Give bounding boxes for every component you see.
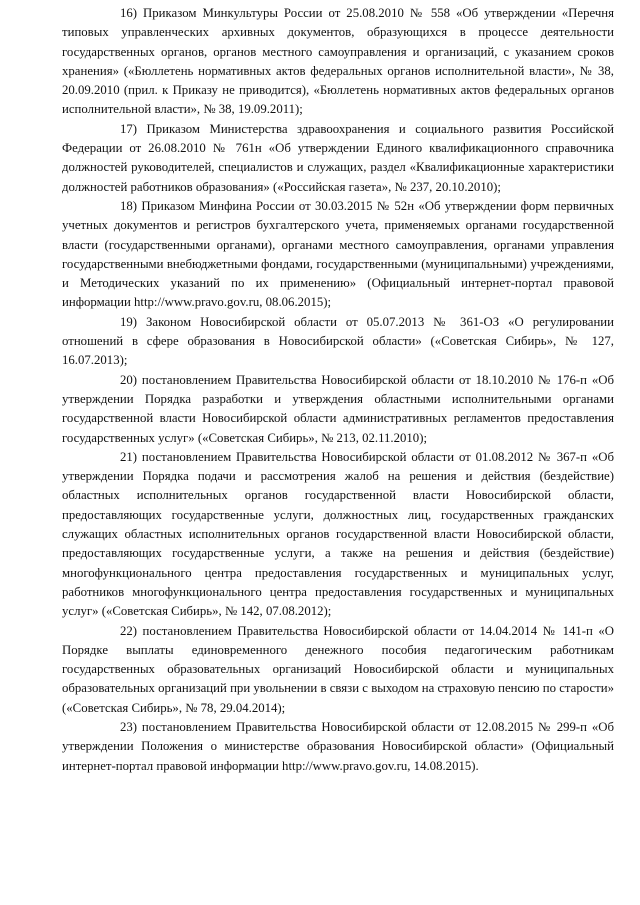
list-item-20: 20) постановлением Правительства Новосибирской области от 18.10.2010 № 176-п «Об утверждении Порядка разработки и утверждения областными исполнительными органами государственной власти Новосибирской области административных регламентов предоставления государственных услуг» («Советская Сибирь», № 213, 02.11.2010); bbox=[62, 372, 614, 445]
document-page bbox=[62, 4, 614, 776]
list-item-19: 19) Законом Новосибирской области от 05.07.2013 № 361-ОЗ «О регулировании отношений в сфере образования в Новосибирской области» («Советская Сибирь», № 127, 16.07.2013); bbox=[62, 314, 614, 368]
list-item-18: 18) Приказом Минфина России от 30.03.2015 № 52н «Об утверждении форм первичных учетных документов и регистров бухгалтерского учета, применяемых органами государственной власти (государственными органами), органами местного самоуправления, органами управления государственными внебюджетными фондами, государственными (муниципальными) учреждениями, и Методических указаний по их применению» (Официальный интернет-портал правовой информации http://www.pravo.gov.ru, 08.06.2015); bbox=[62, 198, 614, 310]
list-item-23: 23) постановлением Правительства Новосибирской области от 12.08.2015 № 299-п «Об утверждении Положения о министерстве образования Новосибирской области» (Официальный интернет-портал правовой информации http://www.pravo.gov.ru, 14.08.2015). bbox=[62, 719, 614, 773]
list-item-17: 17) Приказом Министерства здравоохранения и социального развития Российской Федерации от 26.08.2010 № 761н «Об утверждении Единого квалификационного справочника должностей руководителей, специалистов и служащих, раздел «Квалификационные характеристики должностей работников образования» («Российская газета», № 237, 20.10.2010); bbox=[62, 121, 614, 194]
list-item-16: 16) Приказом Минкультуры России от 25.08.2010 № 558 «Об утверждении «Перечня типовых управленческих архивных документов, образующихся в процессе деятельности государственных органов, органов местного самоуправления и организаций, с указанием сроков хранения» («Бюллетень нормативных актов федеральных органов исполнительной власти», № 38, 20.09.2010 (прил. к Приказу не приводится), «Бюллетень нормативных актов федеральных органов исполнительной власти», № 38, 19.09.2011); bbox=[62, 6, 614, 117]
list-item-21: 21) постановлением Правительства Новосибирской области от 01.08.2012 № 367-п «Об утверждении Порядка подачи и рассмотрения жалоб на решения и действия (бездействие) областных исполнительных органов государственной власти Новосибирской области, предоставляющих государственные услуги, должностных лиц, государственных гражданских служащих областных исполнительных органов государственной власти Новосибирской области, предоставляющих государственные услуги, а также на решения и действия (бездействие) многофункционального центра предоставления государственных и муниципальных услуг, работников многофункционального центра предоставления государственных и муниципальных услуг» («Советская Сибирь», № 142, 07.08.2012); bbox=[62, 449, 614, 619]
list-item-22: 22) постановлением Правительства Новосибирской области от 14.04.2014 № 141-п «О Порядке выплаты единовременного денежного пособия педагогическим работникам государственных образовательных организаций Новосибирской области и муниципальных образовательных организаций при увольнении в связи с выходом на страховую пенсию по старости» («Советская Сибирь», № 78, 29.04.2014); bbox=[62, 623, 614, 715]
